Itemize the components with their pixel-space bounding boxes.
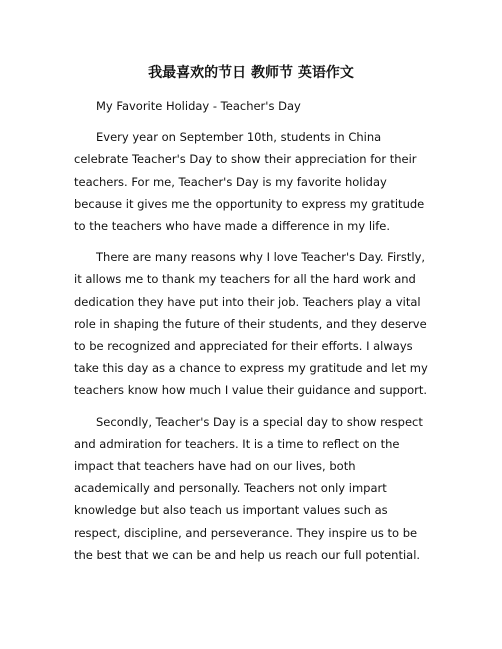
document-body (74, 95, 429, 575)
essay-title: My Favorite Holiday - Teacher's Day (96, 99, 301, 113)
paragraph-3: Secondly, Teacher's Day is a special day to show respect and admiration for teachers. It is a time to reflect on the impact that teachers have had on our lives, both academically and personally. Teachers not only impart knowledge but also teach us important values such as respect, discipline, and perseverance. They inspire us to be the best that we can be and help us reach our full potential. (74, 414, 423, 562)
paragraph-1: Every year on September 10th, students in China celebrate Teacher's Day to show their appreciation for their teachers. For me, Teacher's Day is my favorite holiday because it gives me the opportunity to express my gratitude to the teachers who have made a difference in my life. (74, 130, 425, 234)
document-title: 我最喜欢的节日 教师节 英语作文 (148, 65, 354, 81)
paragraph-2: There are many reasons why I love Teacher's Day. Firstly, it allows me to thank my teachers for all the hard work and dedication they have put into their job. Teachers play a vital role in shaping the future of their students, and they deserve to be recognized and appreciated for their efforts. I always take this day as a chance to express my gratitude and let my teachers know how much I value their guidance and support. (74, 250, 428, 398)
